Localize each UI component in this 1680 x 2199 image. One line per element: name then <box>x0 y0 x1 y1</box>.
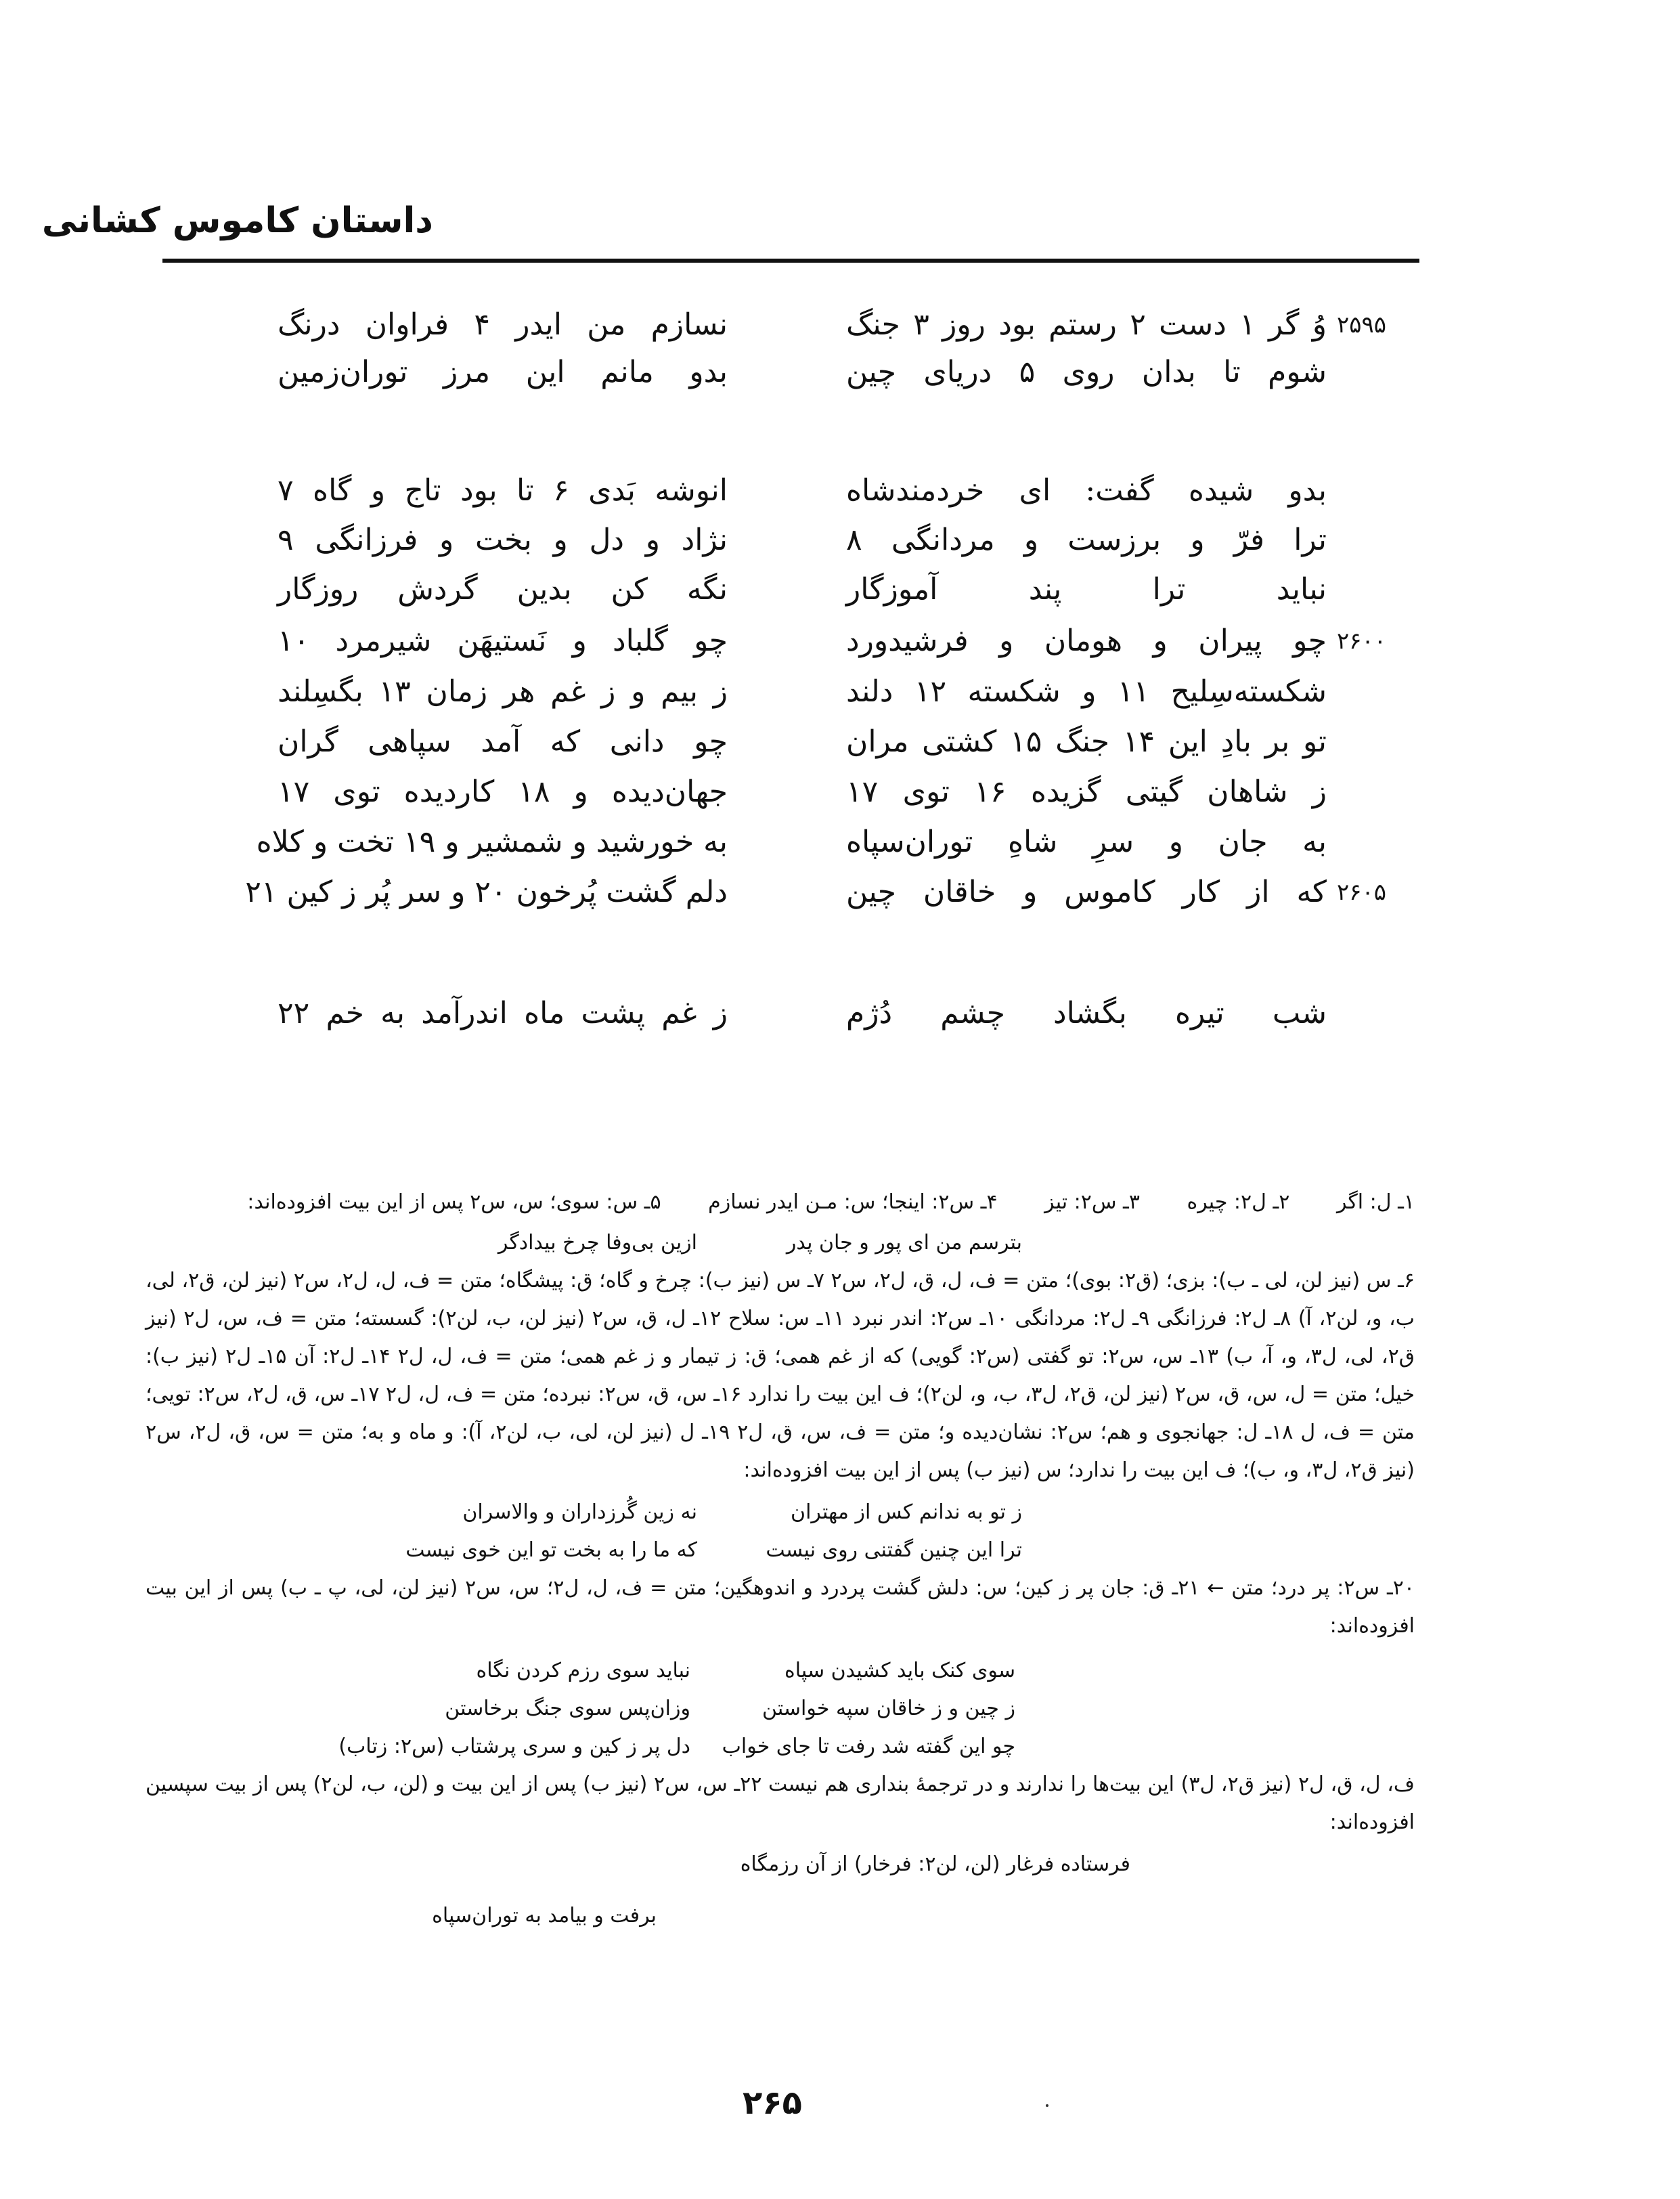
footnote-paragraph-1 <box>146 1183 1415 1221</box>
couplet-left: دل پر ز کین و سری پرشتاب (س۲: زتاب) <box>338 1735 690 1758</box>
footnote-5: ۵ـ س: سوی؛ س، س۲ پس از این بیت افزوده‌اند: <box>247 1190 661 1214</box>
footnote-couplet <box>146 1690 1415 1728</box>
footnote-couplet <box>146 1652 1415 1690</box>
hemistich-left: ز بیم و ز غم هر زمان ۱۳ بگسِلند <box>278 674 728 709</box>
couplet-right: ز تو به ندانم کس از مهتران <box>791 1500 1022 1524</box>
couplet-left: که ما را به بخت تو این خوی نیست <box>405 1538 697 1562</box>
verse-line <box>0 349 1680 396</box>
running-header-title: داستان کاموس کشانی <box>41 200 433 241</box>
couplet-left: ازین بی‌وفا چرخ بیدادگر <box>498 1231 697 1255</box>
couplet-left: وزان‌پس سوی جنگ برخاستن <box>445 1697 690 1720</box>
footnote-4: ۴ـ س۲: اینجا؛ س: مـن ایدر نسازم <box>708 1190 998 1214</box>
hemistich-left: نسازم من ایدر ۴ فراوان درنگ <box>278 307 728 342</box>
hemistich-right: به جان و سرِ شاهِ توران‌سپاه <box>846 825 1327 859</box>
couplet-right: فرستاده فرغار (لن، لن۲: فرخار) از آن رزمگاه <box>740 1852 1130 1876</box>
footnote-paragraph-3: ۲۰ـ س۲: پر درد؛ متن ← ۲۱ـ ق: جان پر ز کین؛ س: دلش گشت پردرد و اندوهگین؛ متن = ف، ل، ل۲؛ س، س۲ (نیز لن، لی، پ ـ ب) پس از این بیت افزوده‌اند: <box>146 1576 1415 1638</box>
footnote-couplet <box>146 1846 1415 1884</box>
couplet-right: ز چین و ز خاقان سپه خواستن <box>762 1697 1015 1720</box>
couplet-left: برفت و بیامد به توران‌سپاه <box>432 1904 657 1928</box>
hemistich-right: شکسته‌سِلیح ۱۱ و شکسته ۱۲ دلند <box>846 674 1327 709</box>
hemistich-left: نژاد و دل و بخت و فرزانگی ۹ <box>278 523 728 557</box>
verse-line <box>0 768 1680 816</box>
verse-line <box>0 990 1680 1037</box>
footnote-couplet <box>146 1224 1415 1262</box>
footnote-couplet <box>146 1531 1415 1569</box>
footnote-couplet <box>146 1494 1415 1531</box>
verse-line <box>0 869 1680 916</box>
footnote-1: ۱ـ ل: اگر <box>1336 1190 1415 1214</box>
hemistich-right: ز شاهان گیتی گزیده ۱۶ توی ۱۷ <box>846 775 1327 809</box>
verse-line <box>0 301 1680 349</box>
verse-line <box>0 517 1680 564</box>
couplet-left: نباید سوی رزم کردن نگاه <box>476 1659 690 1682</box>
hemistich-left: نگه کن بدین گردش روزگار <box>278 572 728 607</box>
scan-speck <box>1046 2104 1048 2107</box>
hemistich-right: شب تیره بگشاد چشم دُژم <box>846 996 1327 1030</box>
hemistich-left: چو دانی که آمد سپاهی گران <box>278 724 728 759</box>
couplet-right: ترا این چنین گفتنی روی نیست <box>766 1538 1022 1562</box>
couplet-left: نه زین گُرزداران و والاسران <box>462 1500 697 1524</box>
verse-line <box>0 617 1680 665</box>
footnote-paragraph-2: ۶ـ س (نیز لن، لی ـ ب): بزی؛ (ق۲: بوی)؛ متن = ف، ل، ق، ل۲، س۲ ۷ـ س (نیز ب): چرخ و گاه؛ ق: پیشگاه؛ متن = ف، ل، ل۲، س۲ (نیز لن، ق۲، لی، ب، و، لن۲، آ) ۸ـ ل۲: فرزانگی ۹ـ ل۲: مردانگی ۱۰ـ س۲: اندر نبرد ۱۱ـ س: سلاح ۱۲ـ ل، ق، س۲ (نیز لن، ب، لن۲): گسسته؛ متن = ف، س، ل۲ (نیز ق۲، لی، ل۳، و، آ، ب) ۱۳ـ س، س۲: تو گفتی (س۲: گویی) که از غم همی؛ ق: ز تیمار و ز غم همی؛ متن = ف، ل، ل۲ ۱۴ـ ل۲: آن ۱۵ـ ل۲ (نیز ب): خیل؛ متن = ل، س، ق، س۲ (نیز لن، ق۲، ل۳، ب، و، لن۲)؛ ف این بیت را ندارد ۱۶ـ س، ق، س۲: نبرده؛ متن = ف، ل، ل۲ ۱۷ـ س، ق، ل۲، س۲: تویی؛ متن = ف، ل ۱۸ـ ل: جهانجوی و هم؛ س۲: نشان‌دیده و؛ متن = ف، س، ق، ل۲ ۱۹ـ ل (نیز لن، لی، ب، لن۲، آ): و ماه و به؛ متن = س، ق، ل۲، س۲ (نیز ق۲، ل۳، و، ب)؛ ف این بیت را ندارد؛ س (نیز ب) پس از این بیت افزوده‌اند: <box>146 1269 1415 1482</box>
footnote-couplet <box>146 1728 1415 1766</box>
hemistich-right: شوم تا بدان روی ۵ دریای چین <box>846 355 1327 389</box>
verse-line <box>0 718 1680 766</box>
couplet-right: بترسم من ای پور و جان پدر <box>786 1231 1022 1255</box>
verse-line <box>0 467 1680 515</box>
hemistich-right: نباید ترا پند آموزگار <box>846 572 1327 607</box>
hemistich-left: دلم گشت پُرخون ۲۰ و سر پُر ز کین ۲۱ <box>245 875 728 909</box>
couplet-right: چو این گفته شد رفت تا جای خواب <box>722 1735 1015 1758</box>
hemistich-left: چو گلباد و نَستیهَن شیرمرد ۱۰ <box>278 624 728 658</box>
verse-line <box>0 819 1680 866</box>
hemistich-left: جهان‌دیده و ۱۸ کاردیده توی ۱۷ <box>278 775 728 809</box>
footnote-paragraph-4: ف، ل، ق، ل۲ (نیز ق۲، ل۳) این بیت‌ها را ندارند و در ترجمهٔ بنداری هم نیست ۲۲ـ س، س۲ (نیز ب) پس از این بیت و (لن، ب، لن۲) پس از بیت سپسین افزوده‌اند: <box>146 1772 1415 1834</box>
verse-line <box>0 668 1680 716</box>
hemistich-right: ترا فرّ و برزست و مردانگی ۸ <box>846 523 1327 557</box>
hemistich-left: انوشه بَدی ۶ تا بود تاج و گاه ۷ <box>278 473 728 508</box>
verse-number: ۲۶۰۵ <box>1337 879 1387 906</box>
verse-number: ۲۶۰۰ <box>1337 628 1387 655</box>
header-rule <box>162 259 1419 263</box>
footnotes <box>146 1183 1415 1935</box>
hemistich-left: بدو مانم این مرز توران‌زمین <box>278 355 728 389</box>
verse-number: ۲۵۹۵ <box>1337 311 1387 339</box>
footnote-couplet <box>146 1897 1415 1935</box>
hemistich-right: چو پیران و هومان و فرشیدورد <box>846 624 1327 658</box>
hemistich-right: بدو شیده گفت: ای خردمندشاه <box>846 473 1327 508</box>
footnote-2: ۲ـ ل۲: چیره <box>1187 1190 1290 1214</box>
hemistich-right: تو بر بادِ این ۱۴ جنگ ۱۵ کشتی مران <box>846 724 1327 759</box>
hemistich-right: که از کار کاموس و خاقان چین <box>846 875 1327 909</box>
hemistich-right: وُ گر ۱ دست ۲ رستم بود روز ۳ جنگ <box>846 307 1327 342</box>
hemistich-left: ز غم پشت ماه اندرآمد به خم ۲۲ <box>278 996 728 1030</box>
page-number: ۲۶۵ <box>743 2084 802 2122</box>
hemistich-left: به خورشید و شمشیر و ۱۹ تخت و کلاه <box>256 825 728 859</box>
footnote-3: ۳ـ س۲: تیز <box>1044 1190 1140 1214</box>
verse-line <box>0 566 1680 613</box>
couplet-right: سوی کنک باید کشیدن سپاه <box>784 1659 1015 1682</box>
